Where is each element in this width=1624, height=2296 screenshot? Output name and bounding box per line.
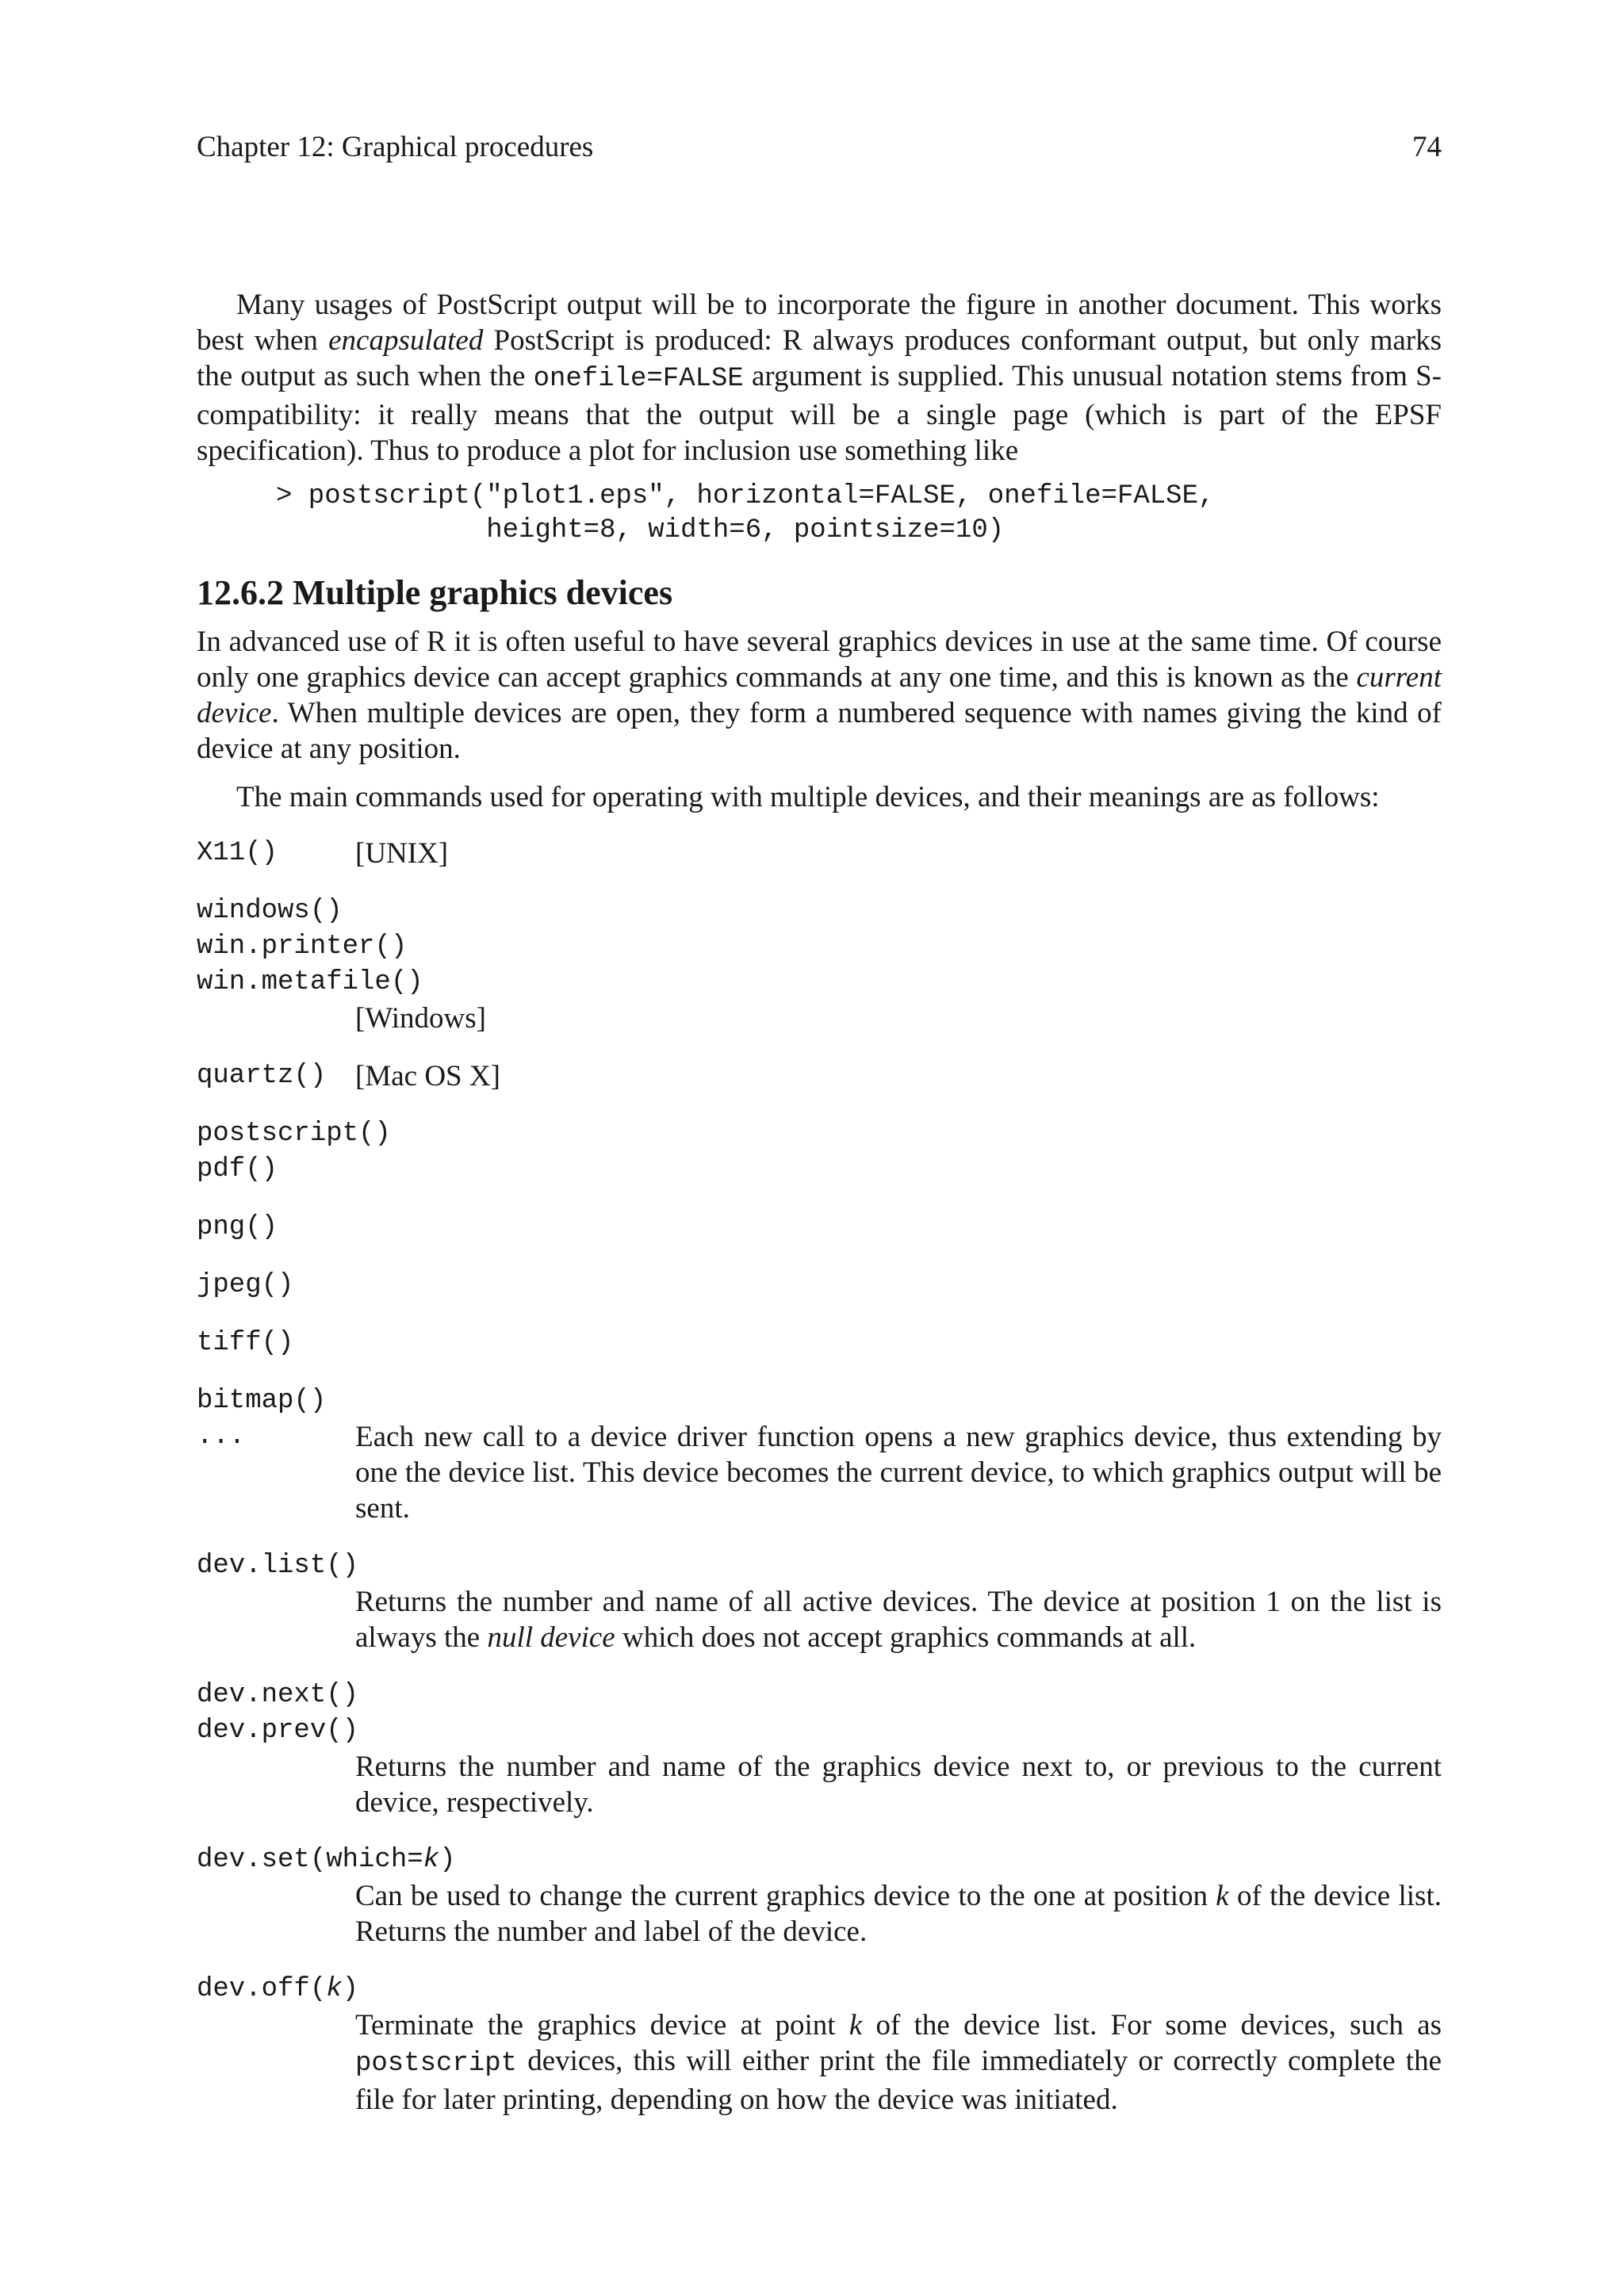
def-windows: [Windows] <box>355 1002 486 1035</box>
intro-paragraph <box>197 287 1442 469</box>
term-dev-set-arg: k <box>423 1845 440 1875</box>
term-tiff: tiff() <box>197 1328 294 1358</box>
term-dev-set <box>197 1843 1442 1878</box>
term-win-printer: win.printer() <box>197 932 408 962</box>
def-quartz: [Mac OS X] <box>355 1060 500 1093</box>
section-text-2: . When multiple devices are open, they form a numbered sequence with names giving the kind of device at any position. <box>197 697 1442 765</box>
list-item <box>197 1326 1442 1361</box>
term-jpeg: jpeg() <box>197 1270 294 1300</box>
term-bitmap: bitmap() <box>197 1386 327 1416</box>
def-dev-set <box>355 1878 1442 1950</box>
def-dev-off-text-1: Terminate the graphics device at point <box>355 2009 849 2042</box>
code-line-1: > postscript("plot1.eps", horizontal=FALSE, onefile=FALSE, <box>276 481 1215 511</box>
def-dev-set-arg: k <box>1216 1880 1229 1912</box>
def-dev-off-code: postscript <box>355 2049 518 2079</box>
list-item <box>197 1843 1442 1950</box>
term-dev-prev: dev.prev() <box>197 1716 359 1746</box>
intro-inline-code: onefile=FALSE <box>533 364 744 394</box>
list-item <box>197 1383 1442 1526</box>
def-x11: [UNIX] <box>355 837 449 870</box>
def-dev-off-arg: k <box>848 2009 863 2042</box>
list-item <box>197 1268 1442 1303</box>
list-item <box>197 836 1442 871</box>
def-device-drivers: Each new call to a device driver function opens a new graphics device, thus extending by one the device list. This device becomes the current device, to which graphics output will be sent. <box>355 1421 1442 1525</box>
def-dev-off-text-2: of the device list. For some devices, such as <box>862 2009 1442 2042</box>
term-dev-set-text-1: dev.set(which= <box>197 1845 423 1875</box>
intro-text-3: argument is supplied. This unusual notation stems from S-compatibility: it really means that the output will be a single page (which is part of the EPSF specification). Thus to produce a plot for inclusion use something like <box>197 360 1442 467</box>
list-item <box>197 1548 1442 1655</box>
intro-text-1: Many usages of PostScript output will be to incorporate the figure in another document. This works best when <box>197 289 1442 357</box>
section-heading: 12.6.2 Multiple graphics devices <box>197 573 673 612</box>
section-emphasis: current device <box>197 661 1442 729</box>
term-x11: X11() <box>197 838 278 868</box>
page-header <box>197 130 1442 170</box>
intro-text-2: PostScript is produced: R always produces conformant output, but only marks the output as such when the <box>197 324 1442 392</box>
term-dev-set-text-2: ) <box>439 1845 456 1875</box>
section-text-1: In advanced use of R it is often useful to have several graphics devices in use at the same time. Of course only one graphics device can accept graphics commands at any one time, and this is known as the <box>197 626 1442 694</box>
page-body <box>197 287 1442 2140</box>
term-png: png() <box>197 1212 278 1242</box>
code-example <box>276 480 1442 548</box>
section-paragraph-1 <box>197 624 1442 767</box>
term-dev-off <box>197 1972 1442 2007</box>
def-dev-off <box>355 2007 1442 2118</box>
intro-emphasis: encapsulated <box>328 324 484 357</box>
def-dev-list-text-1: Returns the number and name of all active devices. The device at position 1 on the list is always the <box>355 1586 1442 1654</box>
term-win-metafile: win.metafile() <box>197 967 423 997</box>
def-dev-off-text-3: devices, this will either print the file immediately or correctly complete the file for later printing, depending on how the device was initiated. <box>355 2045 1442 2116</box>
page-number: 74 <box>1412 131 1442 163</box>
def-dev-list-emphasis: null device <box>487 1621 615 1654</box>
term-windows: windows() <box>197 896 343 926</box>
term-dev-list: dev.list() <box>197 1551 359 1581</box>
term-quartz: quartz() <box>197 1061 327 1091</box>
def-dev-list <box>355 1584 1442 1655</box>
list-item <box>197 894 1442 1036</box>
device-command-list <box>197 836 1442 2118</box>
chapter-title: Chapter 12: Graphical procedures <box>197 131 594 163</box>
term-dev-off-text-2: ) <box>342 1974 359 2004</box>
term-postscript: postscript() <box>197 1119 391 1149</box>
list-item <box>197 1972 1442 2118</box>
code-line-2: height=8, width=6, pointsize=10) <box>276 515 1005 545</box>
term-dev-off-text-1: dev.off( <box>197 1974 327 2004</box>
list-item <box>197 1058 1442 1094</box>
term-dev-next: dev.next() <box>197 1680 359 1710</box>
list-item <box>197 1116 1442 1188</box>
list-item <box>197 1678 1442 1820</box>
term-dots: ... <box>197 1422 246 1452</box>
def-dev-set-text-2: of the device list. Returns the number and label of the device. <box>355 1880 1442 1948</box>
def-dev-list-text-2: which does not accept graphics commands at all. <box>615 1621 1197 1654</box>
term-pdf: pdf() <box>197 1154 278 1184</box>
def-dev-next-prev: Returns the number and name of the graphics device next to, or previous to the current device, respectively. <box>355 1751 1442 1819</box>
list-item <box>197 1210 1442 1246</box>
term-dev-off-arg: k <box>326 1974 343 2004</box>
section-paragraph-2: The main commands used for operating with multiple devices, and their meanings are as follows: <box>236 781 1380 813</box>
def-dev-set-text-1: Can be used to change the current graphics device to the one at position <box>355 1880 1216 1912</box>
